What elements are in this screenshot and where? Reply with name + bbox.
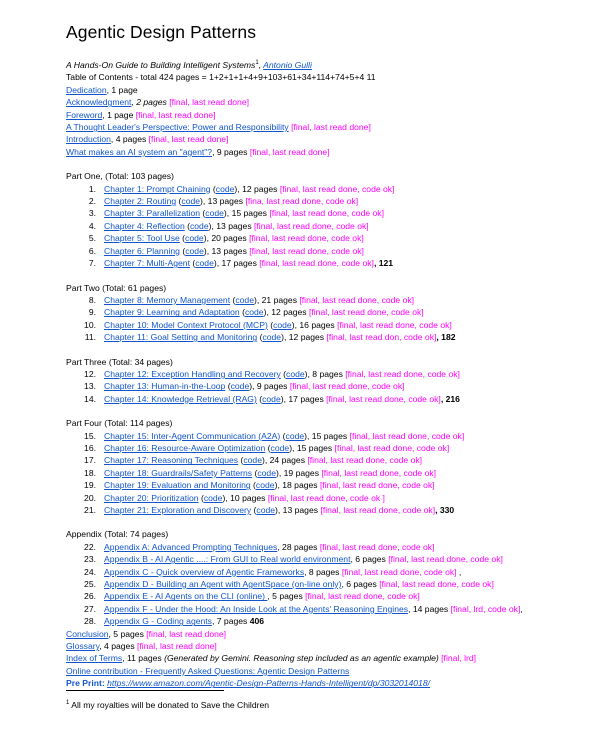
- chapter-number: 7.: [88, 258, 96, 269]
- part-section: [66, 417, 596, 516]
- chapter-pages: , 13 pages: [202, 196, 246, 207]
- chapter-status: [final, last read done, code ok]: [309, 307, 424, 318]
- front-matter-link[interactable]: Acknowledgment: [66, 97, 132, 108]
- paren-close: ): [280, 393, 284, 404]
- chapter-pages: , 15 pages: [292, 442, 335, 453]
- paren-close: ): [223, 208, 227, 219]
- paren-open: (: [179, 245, 186, 256]
- paren-close: ): [263, 307, 267, 318]
- paren-close: ): [222, 492, 226, 503]
- appendix-pages: , 28 pages: [277, 541, 320, 552]
- footnote: [66, 700, 269, 710]
- paren-open: (: [267, 319, 274, 330]
- appendix-row: [66, 541, 596, 553]
- paren-close: ): [208, 220, 212, 231]
- spacer: [66, 158, 596, 170]
- code-link[interactable]: code: [243, 455, 262, 466]
- appendix-heading: Appendix (Total: 74 pages): [66, 529, 169, 540]
- spacer: [66, 270, 596, 282]
- glossary-line: [66, 640, 596, 652]
- code-link[interactable]: code: [270, 442, 290, 453]
- paren-close: ): [304, 368, 308, 379]
- chapter-link[interactable]: Chapter 2: Routing: [104, 196, 177, 207]
- front-matter-item: [66, 96, 596, 108]
- chapter-link[interactable]: Chapter 8: Memory Management: [104, 294, 231, 305]
- paren-close: ): [234, 183, 238, 194]
- appendix-link[interactable]: Appendix A: Advanced Prompting Techniques: [104, 541, 278, 552]
- front-matter-link[interactable]: A Thought Leader's Perspective: Power and Responsibility: [66, 122, 289, 133]
- appendix-number: 23.: [84, 554, 96, 565]
- code-link[interactable]: code: [262, 332, 282, 343]
- code-link[interactable]: code: [205, 208, 224, 219]
- document-page: [66, 22, 596, 690]
- front-matter-status: [final, last read done]: [135, 109, 216, 120]
- paren-open: (: [250, 480, 256, 491]
- chapter-pages: , 8 pages: [307, 368, 346, 379]
- online-faq-link[interactable]: Online contribution - Frequently Asked Questions: Agentic Design Patterns: [66, 665, 350, 676]
- part-heading: Part Four (Total: 114 pages): [66, 418, 173, 429]
- paren-open: (: [239, 307, 245, 318]
- chapter-row: [66, 380, 596, 392]
- paren-open: (: [251, 505, 257, 515]
- chapter-link[interactable]: Chapter 10: Model Context Protocol (MCP): [104, 319, 268, 330]
- part-section: [66, 170, 596, 269]
- paren-close: ): [289, 442, 293, 453]
- appendix-status: [final, last read done, code ok]: [388, 554, 503, 565]
- appendix-number: 24.: [84, 566, 96, 577]
- chapter-row: [66, 195, 596, 207]
- paren-open: (: [280, 430, 286, 441]
- chapter-pages: , 17 pages: [283, 393, 327, 404]
- chapter-row: [66, 479, 596, 491]
- chapter-status: [final, last read done, code ok]: [334, 442, 450, 453]
- appendix-number: 25.: [84, 579, 96, 590]
- chapter-row: [66, 232, 596, 244]
- chapter-status: [final, last read done, code ok]: [254, 220, 369, 231]
- front-matter-pages: , 9 pages: [212, 146, 250, 157]
- chapter-pages: , 12 pages: [283, 332, 327, 343]
- paren-open: (: [230, 294, 236, 305]
- paren-close: ): [203, 233, 207, 244]
- chapter-row: [66, 467, 596, 479]
- chapter-status: [final, last read done, code ok]: [345, 368, 460, 379]
- paren-open: (: [198, 492, 204, 503]
- chapter-status: [final, last read done, code ok]: [337, 319, 452, 330]
- part-heading: Part Two (Total: 61 pages): [66, 282, 167, 293]
- chapter-row: [66, 257, 596, 269]
- chapter-pages: , 19 pages: [278, 467, 322, 478]
- paren-open: (: [257, 332, 263, 343]
- front-matter-status: [final, last read done]: [148, 134, 229, 145]
- chapter-row: [66, 504, 596, 516]
- appendix-tail: ,: [520, 603, 523, 614]
- chapter-link[interactable]: Chapter 3: Parallelization: [104, 208, 201, 219]
- chapter-row: [66, 306, 596, 318]
- appendix-number: 26.: [84, 591, 96, 602]
- spacer: [66, 405, 596, 417]
- code-link[interactable]: code: [203, 492, 223, 503]
- chapter-number: 13.: [84, 381, 96, 392]
- part-total: , 121: [373, 258, 394, 269]
- chapter-row: [66, 245, 596, 257]
- appendix-number: 22.: [84, 541, 96, 552]
- footnote-mark: 1: [66, 700, 70, 707]
- appendix-link[interactable]: Appendix G - Coding agents: [104, 616, 212, 627]
- footnote-ref: 1: [255, 60, 259, 67]
- chapter-link[interactable]: Chapter 18: Guardrails/Safety Patterns: [104, 467, 253, 478]
- chapter-number: 17.: [84, 455, 96, 466]
- front-matter-item: [66, 84, 596, 96]
- paren-open: (: [252, 467, 258, 478]
- chapter-row: [66, 368, 596, 380]
- conclusion-line: [66, 628, 596, 640]
- chapter-link[interactable]: Chapter 20: Prioritization: [104, 492, 199, 503]
- paren-close: ): [261, 455, 265, 466]
- paren-open: (: [265, 442, 271, 453]
- chapter-pages: , 13 pages: [206, 245, 250, 256]
- appendix-row: [66, 578, 596, 590]
- chapter-status: [final, last read done, code ok]: [321, 467, 437, 478]
- appendix-status: [final, last read done, code ok]: [305, 591, 420, 602]
- appendix-status: [final, last read done, code ok]: [319, 541, 435, 552]
- front-matter-item: [66, 121, 596, 133]
- subtitle-sep: ,: [258, 60, 264, 70]
- paren-open: (: [210, 183, 216, 194]
- code-link[interactable]: code: [256, 505, 276, 515]
- preprint-label: Pre Print: [66, 678, 102, 689]
- code-link[interactable]: code: [235, 294, 254, 305]
- chapter-row: [66, 430, 596, 442]
- chapter-row: [66, 454, 596, 466]
- chapter-number: 9.: [88, 307, 96, 318]
- chapter-status: [final, last read done, code ok]: [269, 208, 384, 219]
- toc-summary: Table of Contents - total 424 pages = 1+2+1+1+4+9+103+61+34+114+74+5+4 11: [66, 72, 376, 83]
- front-matter-pages: , 2 pages: [131, 97, 167, 108]
- appendix-number: 28.: [84, 616, 96, 627]
- paren-open: (: [256, 393, 263, 404]
- spacer: [66, 516, 596, 528]
- preprint-sep: :: [101, 678, 108, 689]
- index-note: (Generated by Gemini. Reasoning step included as an agentic example): [164, 653, 439, 664]
- code-link[interactable]: code: [285, 430, 305, 441]
- chapter-status: [final, last read done, code ok]: [349, 430, 465, 441]
- appendix-row: [66, 553, 596, 565]
- appendix-pages: , 8 pages: [304, 566, 342, 577]
- paren-open: (: [184, 220, 190, 231]
- front-matter-pages: , 4 pages: [110, 134, 149, 145]
- chapter-status: [final, last read done, code ok]: [289, 381, 405, 392]
- chapter-row: [66, 442, 596, 454]
- chapter-pages: , 24 pages: [264, 455, 308, 466]
- back-matter: [66, 628, 596, 690]
- chapter-status: [final, last read done, code ok]: [307, 455, 423, 466]
- chapter-pages: , 20 pages: [206, 233, 250, 244]
- chapter-number: 3.: [88, 208, 96, 219]
- paren-close: ): [274, 480, 278, 491]
- chapter-link[interactable]: Chapter 16: Resource-Aware Optimization: [104, 442, 266, 453]
- paren-close: ): [275, 505, 278, 515]
- paren-open: (: [189, 258, 196, 269]
- chapter-row: [66, 319, 596, 331]
- chapter-number: 14.: [84, 393, 96, 404]
- appendix-section: [66, 528, 596, 627]
- chapter-status: [final, last read done, code ok ]: [267, 492, 385, 503]
- paren-close: ): [213, 258, 217, 269]
- code-link[interactable]: code: [185, 245, 204, 256]
- front-matter-link[interactable]: What makes an AI system an "agent"?: [66, 146, 213, 157]
- front-matter-pages: , 1 page: [106, 84, 138, 95]
- chapter-number: 11.: [84, 332, 96, 343]
- chapter-number: 10.: [84, 319, 96, 330]
- appendix-link[interactable]: Appendix B - AI Agentic ....: From GUI to Real world environment: [104, 554, 351, 565]
- chapter-number: 4.: [88, 220, 96, 231]
- paren-close: ): [249, 381, 253, 392]
- chapter-number: 8.: [88, 294, 96, 305]
- conclusion-status: [final, last read done]: [146, 628, 227, 639]
- front-matter-status: [final, last read done]: [249, 146, 330, 157]
- footnote-text: All my royalties will be donated to Save the Children: [69, 700, 270, 710]
- chapter-link[interactable]: Chapter 17: Reasoning Techniques: [104, 455, 239, 466]
- chapter-status: [final, last read done, code ok]: [299, 294, 415, 305]
- paren-open: (: [238, 455, 244, 466]
- glossary-pages: , 4 pages: [99, 641, 138, 652]
- chapter-number: 6.: [88, 245, 96, 256]
- appendix-status: [final, last read done, code ok]: [341, 566, 457, 577]
- chapter-number: 12.: [84, 368, 96, 379]
- front-matter-link[interactable]: Introduction: [66, 134, 111, 145]
- chapter-status: [final, last read done, code ok]: [326, 393, 441, 404]
- chapter-pages: , 15 pages: [226, 208, 270, 219]
- chapter-link[interactable]: Chapter 21: Exploration and Discovery: [104, 505, 252, 515]
- front-matter-status: [final, last read done]: [291, 122, 371, 133]
- chapter-pages: , 12 pages: [237, 183, 280, 194]
- chapter-pages: , 17 pages: [216, 258, 260, 269]
- paren-close: ): [281, 332, 284, 343]
- paren-close: ): [291, 319, 295, 330]
- chapter-link[interactable]: Chapter 19: Evaluation and Monitoring: [104, 480, 251, 491]
- front-matter-list: [66, 84, 596, 158]
- chapter-link[interactable]: Chapter 5: Tool Use: [104, 233, 180, 244]
- code-link[interactable]: code: [262, 393, 281, 404]
- index-line: [66, 652, 596, 664]
- chapter-link[interactable]: Chapter 9: Learning and Adaptation: [104, 307, 240, 318]
- code-link[interactable]: code: [185, 233, 204, 244]
- paren-close: ): [304, 430, 308, 441]
- part-total: , 216: [440, 393, 460, 404]
- part-heading: Part Three (Total: 34 pages): [66, 356, 173, 367]
- chapter-number: 5.: [88, 233, 96, 244]
- paren-close: ): [203, 245, 207, 256]
- front-matter-item: [66, 133, 596, 145]
- subtitle-text: A Hands-On Guide to Building Intelligent Systems: [66, 60, 256, 70]
- chapter-status: [final, last read done, code ok]: [249, 233, 364, 244]
- chapter-number: 2.: [88, 196, 96, 207]
- chapter-link[interactable]: Chapter 4: Reflection: [104, 220, 185, 231]
- appendix-pages: , 5 pages: [267, 591, 306, 602]
- paren-open: (: [179, 233, 186, 244]
- code-link[interactable]: code: [244, 307, 264, 318]
- chapter-number: 15.: [84, 430, 96, 441]
- author-link[interactable]: Antonio Gulli: [263, 60, 312, 70]
- appendix-link[interactable]: Appendix D - Building an Agent with AgentSpace (on-line only): [104, 579, 342, 590]
- chapter-status: [final, last read done, code ok]: [249, 245, 364, 256]
- chapter-pages: , 15 pages: [307, 430, 350, 441]
- paren-open: (: [200, 208, 206, 219]
- front-matter-link[interactable]: Foreword: [66, 109, 103, 120]
- part-total: , 182: [436, 332, 456, 343]
- chapter-link[interactable]: Chapter 15: Inter-Agent Communication (A2A): [104, 430, 281, 441]
- chapter-row: [66, 294, 596, 306]
- index-status: [final, lrd]: [438, 653, 477, 664]
- chapter-row: [66, 220, 596, 232]
- chapter-link[interactable]: Chapter 14: Knowledge Retrieval (RAG): [104, 393, 257, 404]
- appendix-total: 406: [249, 616, 265, 627]
- code-link[interactable]: code: [195, 258, 214, 269]
- appendix-pages: , 7 pages: [211, 616, 250, 627]
- front-matter-item: [66, 109, 596, 121]
- code-link[interactable]: code: [286, 368, 305, 379]
- chapter-row: [66, 183, 596, 195]
- chapter-status: [final, last read don, code ok]: [326, 332, 437, 343]
- chapter-number: 19.: [84, 480, 96, 491]
- chapter-link[interactable]: Chapter 12: Exception Handling and Recovery: [104, 368, 281, 379]
- front-matter-status: [final, last read done]: [166, 97, 249, 108]
- chapter-pages: , 16 pages: [294, 319, 338, 330]
- chapter-pages: , 10 pages: [225, 492, 268, 503]
- code-link[interactable]: code: [273, 319, 292, 330]
- index-link[interactable]: Index of Terms: [66, 653, 123, 664]
- code-link[interactable]: code: [230, 381, 250, 392]
- chapter-status: [final, last read done, code ok]: [279, 183, 395, 194]
- chapter-status: [final, last read done, code ok]: [259, 258, 374, 269]
- chapter-row: [66, 393, 596, 405]
- appendix-row: [66, 566, 596, 578]
- chapter-link[interactable]: Chapter 13: Human-in-the-Loop: [104, 381, 226, 392]
- glossary-link[interactable]: Glossary: [66, 641, 100, 652]
- appendix-row: [66, 615, 596, 627]
- chapter-link[interactable]: Chapter 7: Multi-Agent: [104, 258, 190, 269]
- chapter-number: 21.: [84, 505, 96, 515]
- code-link[interactable]: code: [257, 467, 276, 478]
- chapter-pages: , 18 pages: [277, 480, 320, 491]
- chapter-status: [fina, last read done, code ok]: [245, 196, 359, 207]
- page-title: Agentic Design Patterns: [66, 22, 257, 42]
- front-matter-pages: , 1 page: [102, 109, 136, 120]
- part-section: [66, 356, 596, 406]
- appendix-number: 27.: [84, 603, 96, 614]
- paren-close: ): [275, 467, 279, 478]
- chapter-pages: , 9 pages: [252, 381, 290, 392]
- paren-open: (: [225, 381, 231, 392]
- chapter-pages: , 12 pages: [266, 307, 309, 318]
- conclusion-link[interactable]: Conclusion: [66, 628, 109, 639]
- appendix-row: [66, 603, 596, 615]
- appendix-pages: , 14 pages: [408, 603, 451, 614]
- code-link[interactable]: code: [215, 183, 235, 194]
- appendix-pages: , 6 pages: [350, 554, 389, 565]
- parts-container: [66, 170, 596, 528]
- code-link[interactable]: code: [189, 220, 209, 231]
- front-matter-link[interactable]: Dedication: [66, 84, 107, 95]
- appendix-link[interactable]: Appendix C - Quick overview of Agentic Frameworks: [104, 566, 305, 577]
- chapter-number: 18.: [84, 467, 96, 478]
- chapter-row: [66, 331, 596, 343]
- part-section: [66, 282, 596, 344]
- appendix-row: [66, 590, 596, 602]
- chapter-number: 1.: [88, 183, 96, 194]
- part-heading: Part One, (Total: 103 pages): [66, 171, 174, 182]
- preprint-line: [66, 677, 596, 689]
- chapter-status: [final, last read done, code ok]: [320, 505, 436, 515]
- chapter-link[interactable]: Chapter 1: Prompt Chaining: [104, 183, 211, 194]
- spacer: [66, 344, 596, 356]
- paren-close: ): [200, 196, 203, 207]
- front-matter-item: [66, 146, 596, 158]
- appendix-status: [final, last read done, code ok]: [379, 579, 494, 590]
- code-link[interactable]: code: [255, 480, 275, 491]
- chapter-pages: , 21 pages: [256, 294, 300, 305]
- preprint-url-link[interactable]: https://www.amazon.com/Agentic-Design-Patterns-Hands-Intelligent/dp/3032014018/: [107, 678, 430, 689]
- subtitle-line: [66, 59, 596, 71]
- chapter-status: [final, last read done, code ok]: [319, 480, 435, 491]
- chapter-link[interactable]: Chapter 11: Goal Setting and Monitoring: [104, 332, 258, 343]
- footnote-separator: [66, 690, 224, 691]
- chapter-pages: , 13 pages: [277, 505, 321, 515]
- appendix-link[interactable]: Appendix F - Under the Hood: An Inside Look at the Agents' Reasoning Engines: [104, 603, 409, 614]
- chapter-number: 16.: [84, 442, 96, 453]
- chapter-pages: , 13 pages: [211, 220, 255, 231]
- paren-open: (: [176, 196, 182, 207]
- chapter-number: 20.: [84, 492, 96, 503]
- chapter-row: [66, 492, 596, 504]
- online-line: [66, 665, 596, 677]
- chapter-row: [66, 207, 596, 219]
- chapter-link[interactable]: Chapter 6: Planning: [104, 245, 180, 256]
- appendix-status: [final, lrd, code ok]: [450, 603, 521, 614]
- paren-close: ): [254, 294, 257, 305]
- glossary-status: [final, last read done]: [137, 641, 217, 652]
- appendix-tail: ,: [456, 566, 462, 577]
- appendix-link[interactable]: Appendix E - AI Agents on the CLI (online): [104, 591, 268, 602]
- conclusion-pages: , 5 pages: [108, 628, 147, 639]
- appendix-pages: , 6 pages: [341, 579, 380, 590]
- index-pages: , 11 pages: [122, 653, 165, 664]
- paren-open: (: [280, 368, 287, 379]
- code-link[interactable]: code: [181, 196, 201, 207]
- part-total: , 330: [435, 505, 455, 515]
